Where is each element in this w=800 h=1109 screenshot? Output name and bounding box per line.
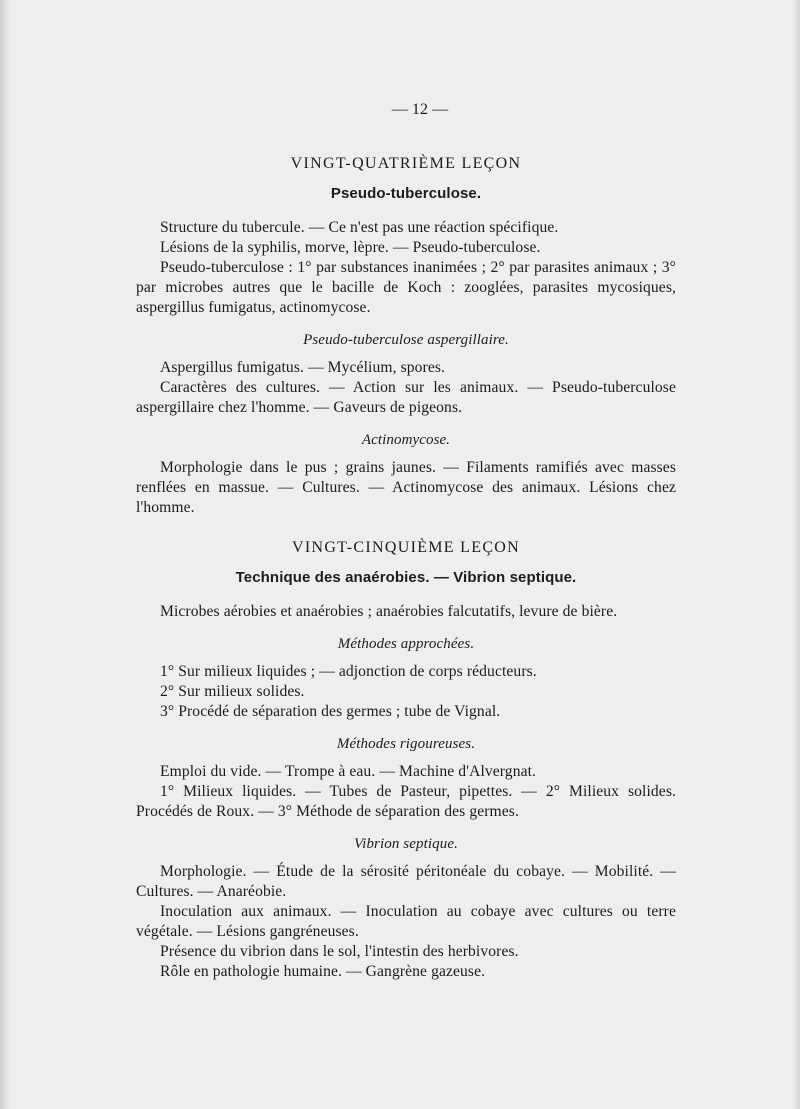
subsection-heading: Actinomycose. [361,432,451,448]
paragraph: 1° Milieux liquides. — Tubes de Pasteur, pipettes. — 2° Milieux solides. Procédés de Roux. — 3° Méthode de séparation des germes. [136,783,676,820]
subsection-heading: Vibrion septique. [354,836,458,852]
lecon-title: VINGT-QUATRIÈME LEÇON [290,155,522,172]
paragraph: Caractères des cultures. — Action sur les animaux. — Pseudo-tuberculose aspergillaire chez l'homme. — Gaveurs de pigeons. [136,379,676,416]
lecon-25 [136,538,676,982]
paragraph: Inoculation aux animaux. — Inoculation au cobaye avec cultures ou terre végétale. — Lésions gangréneuses. [136,903,676,940]
paragraph: 2° Sur milieux solides. [160,683,305,700]
lecon-title: VINGT-CINQUIÈME LEÇON [291,539,521,556]
paragraph: Lésions de la syphilis, morve, lèpre. — Pseudo-tuberculose. [160,239,541,256]
lecon-24 [136,154,676,518]
paragraph: 1° Sur milieux liquides ; — adjonction de corps réducteurs. [160,663,537,680]
paragraph: Morphologie dans le pus ; grains jaunes. — Filaments ramifiés avec masses renflées en massue. — Cultures. — Actinomycose des animaux. Lésions chez l'homme. [136,459,676,516]
paragraph: Emploi du vide. — Trompe à eau. — Machine d'Alvergnat. [160,763,537,780]
page-left-edge [0,0,10,1109]
subsection-heading: Méthodes rigoureuses. [336,736,476,752]
lecon-subject: Technique des anaérobies. — Vibrion septique. [235,569,577,586]
page-right-edge [792,0,800,1109]
paragraph: Rôle en pathologie humaine. — Gangrène gazeuse. [160,963,486,980]
subsection-heading: Pseudo-tuberculose aspergillaire. [303,332,509,348]
paragraph: Aspergillus fumigatus. — Mycélium, spores. [160,359,446,376]
paragraph: 3° Procédé de séparation des germes ; tube de Vignal. [160,703,501,720]
page-content [136,100,676,982]
paragraph: Microbes aérobies et anaérobies ; anaérobies falcutatifs, levure de bière. [160,603,618,620]
subsection-heading: Méthodes approchées. [337,636,475,652]
lecon-subject: Pseudo-tuberculose. [330,185,482,202]
page-number: — 12 — [391,101,449,118]
paragraph: Morphologie. — Étude de la sérosité péritonéale du cobaye. — Mobilité. — Cultures. — Anaréobie. [136,863,676,900]
paragraph: Pseudo-tuberculose : 1° par substances inanimées ; 2° par parasites animaux ; 3° par microbes autres que le bacille de Koch : zooglées, parasites mycosiques, aspergillus fumigatus, actinomycose. [136,259,676,316]
paragraph: Structure du tubercule. — Ce n'est pas une réaction spécifique. [160,219,559,236]
paragraph: Présence du vibrion dans le sol, l'intestin des herbivores. [160,943,519,960]
